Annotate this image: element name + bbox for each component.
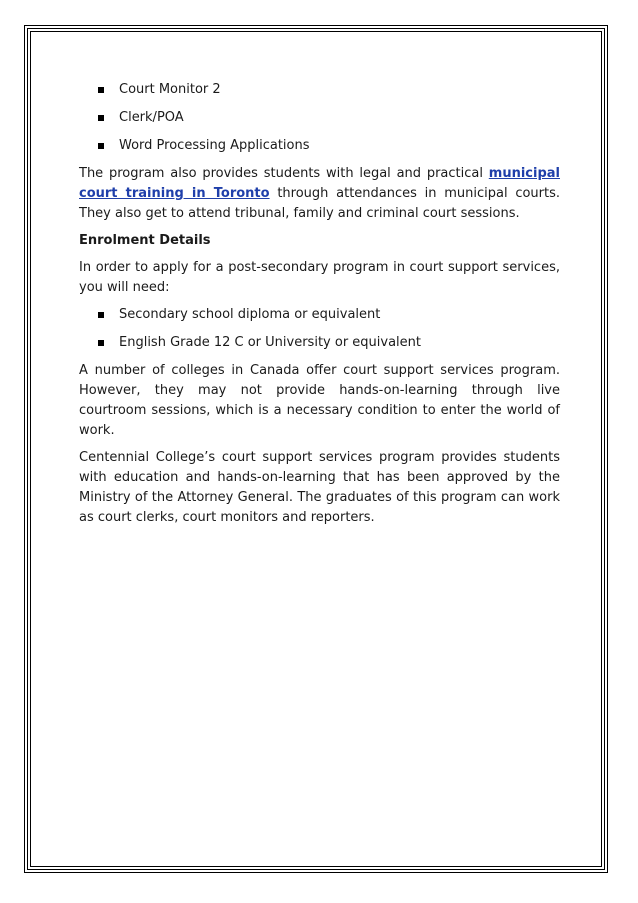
program-paragraph-lead: The program also provides students with legal and practical bbox=[79, 166, 489, 181]
centennial-paragraph: Centennial College’s court support services program provides students with education and hands-on-learning that has been approved by the Ministry of the Attorney General. The graduates of this program can work as court clerks, court monitors and reporters. bbox=[79, 450, 560, 525]
requirements-bullet-list bbox=[79, 305, 560, 353]
enrolment-heading: Enrolment Details bbox=[79, 233, 211, 248]
list-item bbox=[79, 305, 560, 325]
list-item-text: Word Processing Applications bbox=[119, 138, 310, 153]
list-item bbox=[79, 333, 560, 353]
colleges-paragraph: A number of colleges in Canada offer court support services program. However, they may not provide hands-on-learning through live courtroom sessions, which is a necessary condition to enter the world of work. bbox=[79, 363, 560, 438]
requirements-intro: In order to apply for a post-secondary program in court support services, you will need: bbox=[79, 260, 560, 295]
list-item bbox=[79, 108, 560, 128]
program-paragraph bbox=[79, 164, 560, 224]
municipal-court-training-link[interactable]: municipal court training in Toronto bbox=[79, 166, 560, 201]
square-bullet-icon bbox=[98, 87, 104, 93]
list-item-text: Secondary school diploma or equivalent bbox=[119, 307, 381, 322]
top-bullet-list bbox=[79, 80, 560, 156]
square-bullet-icon bbox=[98, 115, 104, 121]
square-bullet-icon bbox=[98, 143, 104, 149]
program-paragraph-tail: through attendances in municipal courts. They also get to attend tribunal, family and criminal court sessions. bbox=[79, 186, 561, 221]
list-item-text: English Grade 12 C or University or equivalent bbox=[119, 335, 422, 350]
square-bullet-icon bbox=[98, 340, 104, 346]
square-bullet-icon bbox=[98, 312, 104, 318]
list-item-text: Court Monitor 2 bbox=[119, 82, 221, 97]
list-item-text: Clerk/POA bbox=[119, 110, 184, 125]
document-body bbox=[79, 80, 560, 535]
list-item bbox=[79, 136, 560, 156]
list-item bbox=[79, 80, 560, 100]
